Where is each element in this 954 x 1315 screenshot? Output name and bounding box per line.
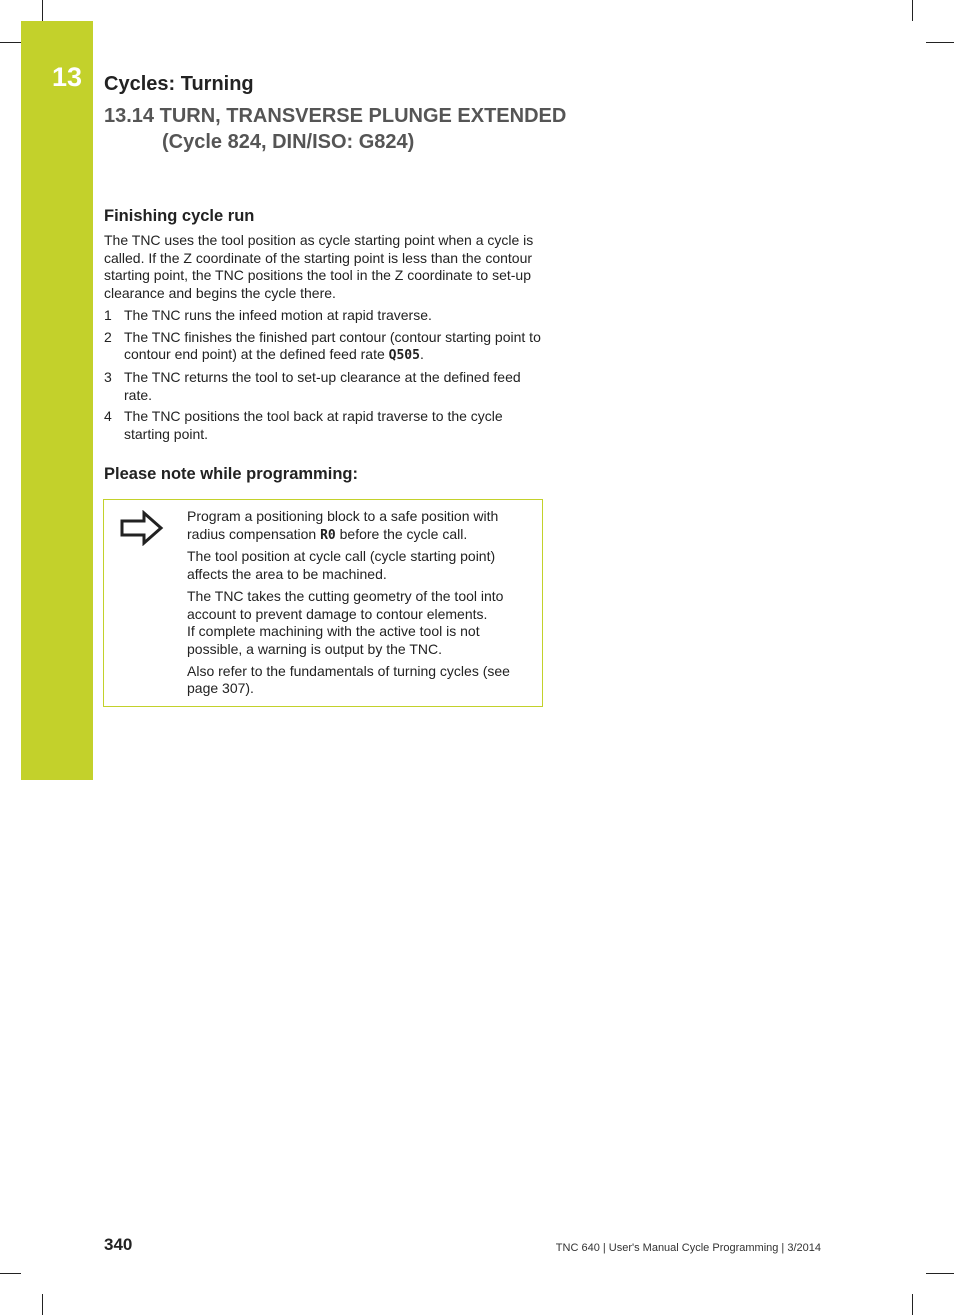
chapter-title: Cycles: Turning [104,73,254,95]
list-item: 4 The TNC positions the tool back at rapid traverse to the cycle starting point. [104,408,503,443]
chapter-sidebar [21,21,93,780]
finishing-intro: The TNC uses the tool position as cycle starting point when a cycle is called. If the Z coordinate of the starting point is less than the contour starting point, the TNC positions the tool in the Z coordinate to set-up clearance and begins the cycle there. [104,232,534,302]
crop-mark [0,1273,21,1274]
chapter-number: 13 [52,62,83,92]
finishing-body [104,232,544,448]
footer-text: TNC 640 | User's Manual Cycle Programming | 3/2014 [555,1242,821,1254]
note-box [103,499,543,707]
crop-mark [926,1273,954,1274]
programming-heading: Please note while programming: [104,465,358,483]
note-paragraph: The tool position at cycle call (cycle starting point) affects the area to be machined. [187,548,496,583]
crop-mark [912,0,913,21]
note-text [187,508,537,702]
arrow-right-icon [120,510,164,546]
list-item: 1 The TNC runs the infeed motion at rapid traverse. [104,306,432,323]
crop-mark [42,1294,43,1315]
finishing-steps [104,307,544,444]
section-title [104,103,566,155]
list-item: 2 The TNC finishes the finished part contour (contour starting point to contour end point) at the defined feed rate Q505. [104,328,541,364]
note-paragraph: Also refer to the fundamentals of turning cycles (see page 307). [187,662,510,697]
note-paragraph: If complete machining with the active tool is not possible, a warning is output by the TNC. [187,623,480,657]
finishing-heading: Finishing cycle run [104,207,255,225]
section-title-line1: 13.14 TURN, TRANSVERSE PLUNGE EXTENDED [104,105,567,127]
page-number: 340 [104,1235,133,1254]
crop-mark [42,0,43,21]
param-code: R0 [320,527,336,543]
list-item: 3 The TNC returns the tool to set-up clearance at the defined feed rate. [104,368,521,403]
note-paragraph: The TNC takes the cutting geometry of the tool into account to prevent damage to contour elements. [187,587,504,622]
crop-mark [0,42,21,43]
section-title-line2: (Cycle 824, DIN/ISO: G824) [162,131,415,153]
note-paragraph: Program a positioning block to a safe position with radius compensation R0 before the cycle call. [187,508,499,543]
crop-mark [926,42,954,43]
param-code: Q505 [388,348,420,364]
crop-mark [912,1294,913,1315]
